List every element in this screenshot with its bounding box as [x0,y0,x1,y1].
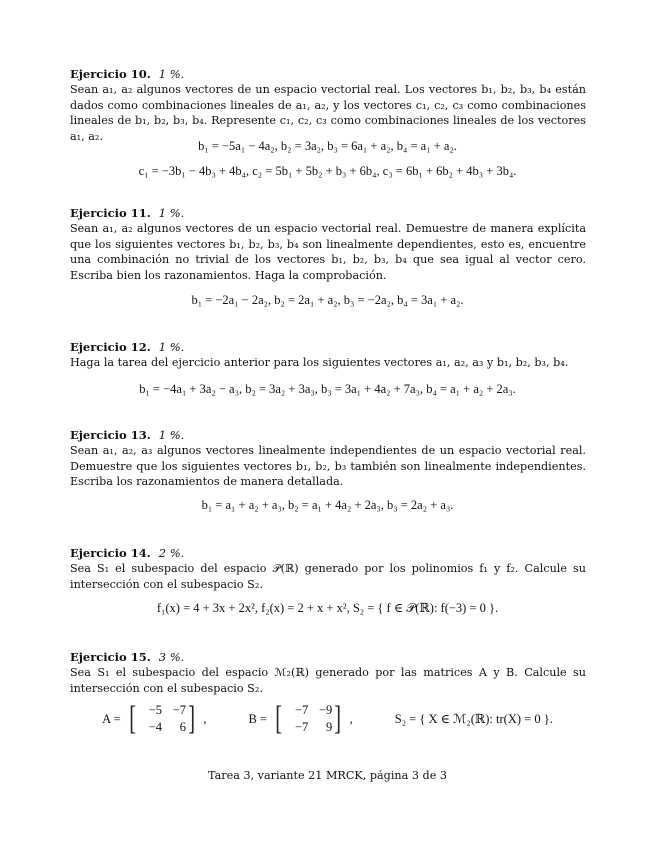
exercise-text: Sea S₁ el subespacio del espacio 𝒫(ℝ) generado por los polinomios f₁ y f₂. Calcule su intersección con el subespacio S₂. [70,562,586,591]
exercise-10 [70,67,586,145]
exercise-title: Ejercicio 15. [70,650,151,664]
exercise-12 [70,340,586,371]
equation: c₁ = −3b₁ − 4b₃ + 4b₄, c₂ = 5b₁ + 5b₂ + b₃ + 6b₄, c₃ = 6b₁ + 6b₂ + 4b₃ + 3b₄. [138,164,517,178]
matrix-entry: −7 [294,703,309,717]
exercise-14 [70,546,586,592]
matrix-b-label: B = [248,711,267,726]
exercise-text: Sea S₁ el subespacio del espacio ℳ₂(ℝ) generado por las matrices A y B. Calcule su intersección con el subespacio S₂. [70,666,586,695]
matrix-a-label: A = [102,711,121,726]
exercise-points: 1 %. [158,206,185,220]
exercise-15 [70,650,586,696]
exercise-heading [70,206,586,221]
left-bracket: [ [275,700,283,737]
equation: b₁ = −2a₁ − 2a₂, b₂ = 2a₁ + a₂, b₃ = −2a₂, b₄ = 3a₁ + a₂. [191,293,464,307]
matrix-equation [0,699,655,739]
page-footer: Tarea 3, variante 21 MRCK, página 3 de 3 [208,769,447,782]
exercise-title: Ejercicio 14. [70,546,151,560]
matrix-entry: 6 [179,720,186,734]
exercise-title: Ejercicio 12. [70,340,151,354]
matrix-a [127,702,198,736]
exercise-title: Ejercicio 10. [70,67,151,81]
equation: b₁ = −5a₁ − 4a₂, b₂ = 3a₂, b₃ = 6a₁ + a₂, b₄ = a₁ + a₂. [198,139,457,153]
matrix-b [273,702,344,736]
left-bracket: [ [128,700,136,737]
matrix-a-entries [138,703,186,735]
equation: b₁ = −4a₁ + 3a₂ − a₃, b₂ = 3a₂ + 3a₃, b₃ = 3a₁ + 4a₂ + 7a₃, b₄ = a₁ + a₂ + 2a₃. [139,382,516,396]
exercise-text: Sean a₁, a₂ algunos vectores de un espacio vectorial real. Los vectores b₁, b₂, b₃, b₄ están dados como combinaciones lineales de a₁, a₂, y los vectores c₁, c₂, c₃ como combinaciones lineales de b₁, b₂, b₃, b₄. Represente c₁, c₂, c₃ como combinaciones lineales de los vectores a₁, a₂. [70,83,586,144]
separator: , [349,711,353,726]
right-bracket: ] [188,700,196,737]
exercise-text: Sean a₁, a₂, a₃ algunos vectores linealmente independientes de un espacio vectorial real. Demuestre que los siguientes vectores b₁, b₂, b₃ también son linealmente independientes. Escriba los razonamientos de manera detallada. [70,444,586,489]
exercise-points: 2 %. [158,546,185,560]
matrix-b-entries [284,703,332,735]
exercise-heading [70,428,586,443]
separator: , [203,711,207,726]
matrix-entry: −4 [148,720,162,734]
equation: f₁(x) = 4 + 3x + 2x², f₂(x) = 2 + x + x², S₂ = { f ∈ 𝒫(ℝ): f(−3) = 0 }. [156,601,499,615]
exercise-13 [70,428,586,490]
exercise-heading [70,67,586,82]
exercise-heading [70,650,586,665]
exercise-heading [70,340,586,355]
matrix-entry: 9 [326,720,333,734]
right-bracket: ] [334,700,342,737]
exercise-points: 3 %. [158,650,185,664]
exercise-heading [70,546,586,561]
matrix-entry: −9 [318,703,333,717]
subspace-s2: S₂ = { X ∈ ℳ₂(ℝ): tr(X) = 0 }. [394,712,553,726]
exercise-points: 1 %. [158,67,185,81]
matrix-entry: −7 [172,703,186,717]
exercise-text: Haga la tarea del ejercicio anterior para los siguientes vectores a₁, a₂, a₃ y b₁, b₂, b₃, b₄. [70,356,569,369]
exercise-text: Sean a₁, a₂ algunos vectores de un espacio vectorial real. Demuestre de manera explícita que los siguientes vectores b₁, b₂, b₃, b₄ son linealmente dependientes, esto es, encuentre una combinación no trivial de los vectores b₁, b₂, b₃, b₄ que sea igual al vector cero. Escriba bien los razonamientos. Haga la comprobación. [70,222,586,283]
exercise-points: 1 %. [158,428,185,442]
matrix-entry: −7 [294,720,309,734]
exercise-title: Ejercicio 11. [70,206,151,220]
matrix-entry: −5 [148,703,162,717]
equation: b₁ = a₁ + a₂ + a₃, b₂ = a₁ + 4a₂ + 2a₃, b₃ = 2a₂ + a₃. [201,498,454,512]
exercise-title: Ejercicio 13. [70,428,151,442]
exercise-11 [70,206,586,284]
exercise-points: 1 %. [158,340,185,354]
